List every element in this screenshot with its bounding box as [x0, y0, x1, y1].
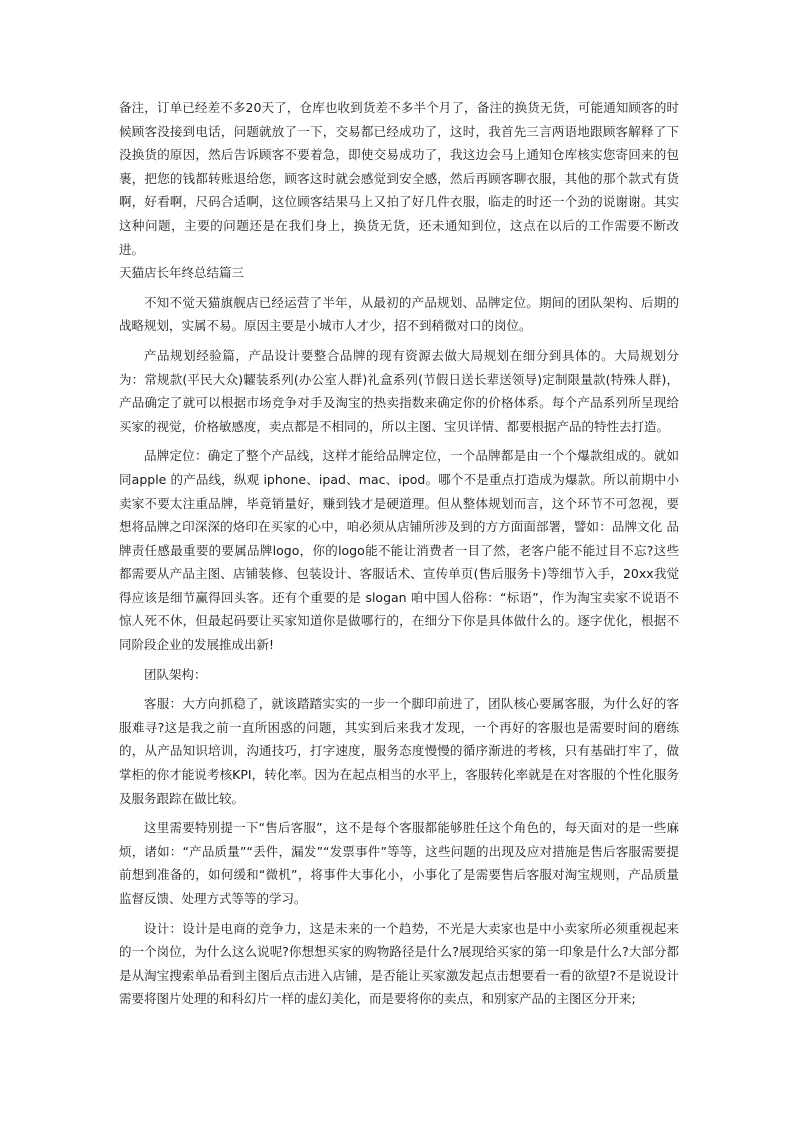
paragraph-after-sales: 这里需要特别提一下“售后客服”，这不是每个客服都能够胜任这个角色的，每天面对的是一些麻烦，诸如：“产品质量”“丢件，漏发”“发票事件”等等，这些问题的出现及应对措施是售后客服需要提前想到准备的，如何缓和“微机”，将事件大事化小，小事化了是需要售后客服对淘宝规则，产品质量监督反馈、处理方式等等的学习。 — [119, 820, 679, 906]
document-page — [119, 96, 679, 1011]
paragraph-exchange-story: 备注，订单已经差不多20天了，仓库也收到货差不多半个月了，备注的换货无货，可能通知顾客的时候顾客没接到电话，问题就放了一下，交易都已经成功了，这时，我首先三言两语地跟顾客解释了下没换货的原因，然后告诉顾客不要着急，即使交易成功了，我这边会马上通知仓库核实您寄回来的包裹，把您的钱都转账退给您，顾客这时就会感觉到安全感，然后再顾客聊衣服，其他的那个款式有货啊，好看啊，尺码合适啊，这位顾客结果马上又拍了好几件衣服，临走的时还一个劲的说谢谢。其实这种问题，主要的问题还是在我们身上，换货无货，还未通知到位，这点在以后的工作需要不断改进。 — [119, 100, 679, 257]
paragraph-product-planning: 产品规划经验篇，产品设计要整合品牌的现有资源去做大局规划在细分到具体的。大局规划分为：常规款(平民大众)糶装系列(办公室人群)礼盒系列(节假日送长辈送领导)定制限量款(特殊人群)，产品确定了就可以根据市场竞争对手及淘宝的热卖指数来确定你的价格体系。每个产品系列所呈现给买家的视觉，价格敏感度，卖点都是不相同的，所以主图、宝贝详情、都要根据产品的特性去打造。 — [119, 347, 679, 434]
paragraph-customer-service: 客服：大方向抓稳了，就该踏踏实实的一步一个脚印前进了，团队核心要属客服，为什么好的客服难寻?这是我之前一直所困惑的问题，其实到后来我才发现，一个再好的客服也是需要时间的磨练的，从产品知识培训，沟通技巧，打字速度，服务态度慢慢的循序渐进的考核，只有基础打牢了，做掌柜的你才能说考核KPI，转化率。因为在起点相当的水平上，客服转化率就是在对客服的个性化服务及服务跟踪在做比较。 — [119, 696, 679, 806]
paragraph-team-structure-label: 团队架构： — [144, 666, 207, 682]
paragraph-brand-positioning: 品牌定位：确定了整个产品线，这样才能给品牌定位，一个品牌都是由一个个爆款组成的。就如同apple 的产品线，纵观 iphone、ipad、mac、ipod。哪个不是重点打造成为爆款。所以前期中小卖家不要太注重品牌，毕竟销量好，赚到钱才是硬道理。但从整体规划而言，这个环节不可忽视，要想将品牌之印深深的烙印在买家的心中，咱必须从店铺所涉及到的方方面面部署，譬如：品牌文化 品牌责任感最重要的要属品牌logo，你的logo能不能让消费者一目了然，老客户能不能过目不忘?这些都需要从产品主图、店铺装修、包装设计、客服话术、宣传单页(售后服务卡)等细节入手，20xx我觉得应该是细节赢得回头客。还有个重要的是 slogan 咱中国人俗称：“标语”，作为淘宝卖家不说语不惊人死不休，但最起码要让买家知道你是做哪行的，在细分下你是具体做什么的。逐字优化，根据不同阶段企业的发展推成出新! — [119, 448, 679, 653]
paragraph-design: 设计：设计是电商的竞争力，这是未来的一个趋势，不光是大卖家也是中小卖家所必须重视起来的一个岗位，为什么这么说呢?你想想买家的购物路径是什么?展现给买家的第一印象是什么?大部分都是从淘宝搜索单品看到主图后点击进入店铺，是否能让买家激发起点击想要看一看的欲望?不是说设计需要将图片处理的和科幻片一样的虚幻美化，而是要将你的卖点，和别家产品的主图区分开来; — [119, 920, 679, 1007]
paragraph-intro: 不知不觉天猫旗舰店已经运营了半年，从最初的产品规划、品牌定位。期间的团队架构、后期的战略规划，实属不易。原因主要是小城市人才少，招不到稍微对口的岗位。 — [119, 294, 679, 334]
section-heading: 天猫店长年终总结篇三 — [119, 265, 245, 281]
